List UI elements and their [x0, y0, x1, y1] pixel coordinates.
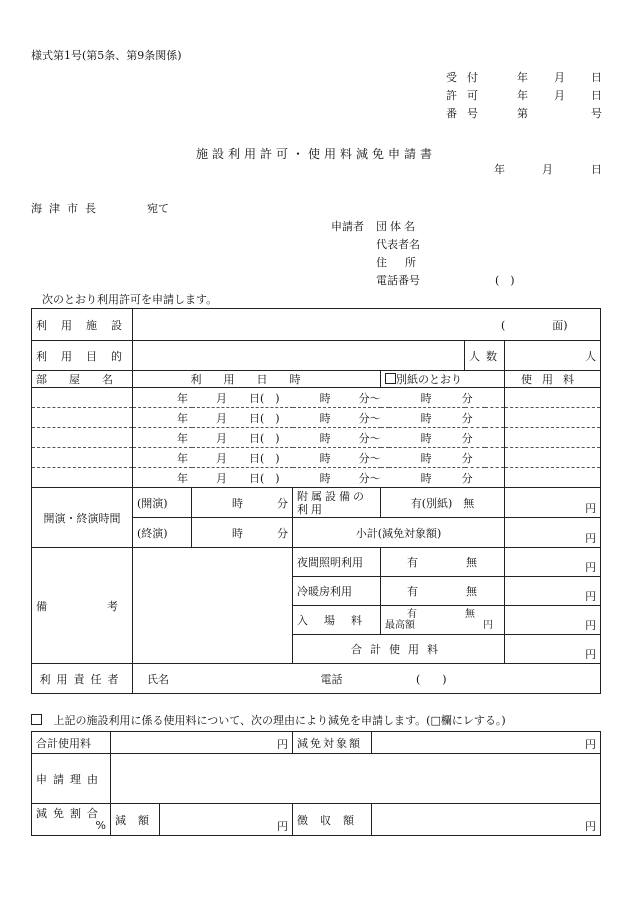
night-no: 無 — [466, 556, 477, 569]
time-m: 月 — [216, 391, 227, 405]
open-label: (開演) — [133, 488, 192, 518]
time-h2: 時 — [420, 451, 432, 465]
manager-name-label: 氏名 — [147, 672, 169, 686]
number-go: 号 — [591, 107, 602, 120]
night-light-value — [381, 548, 505, 577]
close-minute-unit: 分 — [277, 526, 288, 540]
facility-row — [32, 309, 601, 341]
time-m: 月 — [216, 431, 227, 445]
equipment-value: 有(別紙) 無 — [381, 488, 505, 518]
time-y: 年 — [177, 391, 188, 405]
close-hour[interactable] — [192, 518, 293, 548]
rate-percent: % — [95, 818, 106, 832]
equipment-label: 附属設備の利用 — [293, 488, 381, 518]
reduction-note — [31, 712, 506, 728]
recipient-name: 海津市長 — [31, 202, 103, 215]
time-d: 日( ) — [249, 451, 280, 465]
reduced-field[interactable] — [160, 804, 293, 836]
admission-yen: 円 — [505, 606, 601, 635]
date-year: 年 — [494, 163, 505, 176]
reduction-total-yen: 円 — [277, 738, 288, 751]
time-d: 日( ) — [249, 391, 280, 405]
fee-field[interactable] — [505, 448, 601, 468]
applicant-group: 団体名 — [376, 220, 418, 233]
reduction-target-label: 減免対象額 — [293, 732, 372, 754]
open-minute-unit: 分 — [277, 496, 288, 510]
applicant-phone-paren: ( ) — [495, 274, 515, 287]
room-label: 部屋名 — [32, 371, 133, 388]
fee-label: 使用料 — [505, 371, 601, 388]
time-h2: 時 — [420, 471, 432, 485]
datetime-field[interactable] — [133, 468, 505, 488]
time-min2: 分 — [461, 451, 473, 465]
open-row — [32, 488, 601, 518]
time-min2: 分 — [461, 431, 473, 445]
aircon-no: 無 — [466, 585, 477, 598]
number-label: 番号 — [446, 107, 488, 120]
applicant-phone: 電話番号 — [376, 274, 420, 287]
reduction-checkbox[interactable] — [31, 714, 42, 725]
rate-row — [32, 804, 601, 836]
reason-label: 申請理由 — [32, 754, 111, 804]
date-day: 日 — [591, 163, 602, 176]
applicant-prefix: 申請者 — [331, 220, 364, 233]
time-m: 月 — [216, 411, 227, 425]
permit-year: 年 — [517, 89, 528, 102]
aircon-yen: 円 — [505, 577, 601, 606]
purpose-field[interactable] — [133, 341, 465, 371]
purpose-row — [32, 341, 601, 371]
applicant-representative: 代表者名 — [376, 238, 420, 251]
rate-label: 減免割合 — [36, 806, 104, 820]
datetime-field[interactable] — [133, 408, 505, 428]
total-fee-yen: 円 — [505, 635, 601, 664]
reason-row — [32, 754, 601, 804]
time-min: 分〜 — [358, 411, 381, 425]
time-y: 年 — [177, 471, 188, 485]
remarks-label: 備考 — [32, 548, 133, 664]
datetime-header-row — [32, 371, 601, 388]
time-row — [32, 388, 601, 408]
time-h2: 時 — [420, 431, 432, 445]
purpose-label: 利用目的 — [32, 341, 133, 371]
admission-value — [381, 606, 505, 635]
facility-paren: ( — [501, 318, 506, 332]
rate-cell — [32, 804, 111, 836]
people-unit: 人 — [585, 349, 597, 363]
reduction-target-yen: 円 — [585, 738, 596, 751]
night-light-row — [32, 548, 601, 577]
max-amount-label: 最高額 — [385, 620, 415, 631]
manager-label: 利用責任者 — [32, 664, 133, 694]
reduction-total-field[interactable] — [111, 732, 293, 754]
night-yes: 有 — [407, 556, 418, 569]
close-hour-unit: 時 — [232, 526, 243, 540]
receipt-day: 日 — [591, 71, 602, 84]
date-month: 月 — [542, 163, 553, 176]
room-field[interactable] — [32, 408, 133, 428]
time-m: 月 — [216, 471, 227, 485]
facility-field[interactable] — [133, 309, 601, 341]
open-hour[interactable] — [192, 488, 293, 518]
manager-field[interactable] — [133, 664, 601, 694]
people-label: 人数 — [465, 341, 505, 371]
time-min2: 分 — [461, 471, 473, 485]
fee-field[interactable] — [505, 468, 601, 488]
fee-field[interactable] — [505, 428, 601, 448]
time-h2: 時 — [420, 411, 432, 425]
room-field[interactable] — [32, 428, 133, 448]
collected-label: 徴収額 — [293, 804, 372, 836]
equipment-yen: 円 — [505, 488, 601, 518]
number-dai: 第 — [517, 107, 528, 120]
room-field[interactable] — [32, 468, 133, 488]
time-y: 年 — [177, 411, 188, 425]
time-min2: 分 — [461, 411, 473, 425]
aircon-label: 冷暖房利用 — [293, 577, 381, 606]
datetime-label: 利用日時 — [133, 371, 381, 388]
main-table — [31, 308, 601, 694]
time-y: 年 — [177, 451, 188, 465]
people-field[interactable] — [505, 341, 601, 371]
room-field[interactable] — [32, 448, 133, 468]
collected-field[interactable] — [372, 804, 601, 836]
close-label: (終演) — [133, 518, 192, 548]
applicant-address: 住所 — [376, 256, 434, 269]
time-h2: 時 — [420, 391, 432, 405]
reduced-label: 減額 — [111, 804, 160, 836]
max-amount-yen: 円 — [483, 620, 493, 631]
time-h: 時 — [319, 471, 331, 485]
time-h: 時 — [319, 451, 331, 465]
open-hour-unit: 時 — [232, 496, 243, 510]
time-h: 時 — [319, 411, 331, 425]
time-row — [32, 428, 601, 448]
reduction-total-label: 合計使用料 — [32, 732, 111, 754]
night-light-label: 夜間照明利用 — [293, 548, 381, 577]
page-title: 施設利用許可・使用料減免申請書 — [196, 147, 437, 161]
time-min: 分〜 — [358, 451, 381, 465]
time-min: 分〜 — [358, 471, 381, 485]
reduction-total-row — [32, 732, 601, 754]
time-row — [32, 468, 601, 488]
manager-phone-label: 電話 — [320, 672, 343, 686]
facility-unit: 面) — [552, 318, 568, 332]
checkbox-icon[interactable] — [385, 373, 396, 384]
time-m: 月 — [216, 451, 227, 465]
datetime-field[interactable] — [133, 388, 505, 408]
aircon-yes: 有 — [407, 585, 418, 598]
admission-yes: 有 — [407, 609, 417, 620]
show-time-label: 開演・終演時間 — [32, 488, 133, 548]
aircon-value — [381, 577, 505, 606]
admission-label: 入場料 — [293, 606, 381, 635]
receipt-month: 月 — [554, 71, 565, 84]
time-d: 日( ) — [249, 411, 280, 425]
room-field[interactable] — [32, 388, 133, 408]
separate-sheet[interactable] — [381, 371, 505, 388]
subtotal-label: 小計(減免対象額) — [293, 518, 505, 548]
admission-no: 無 — [465, 609, 475, 620]
reduced-yen: 円 — [277, 820, 288, 833]
time-min2: 分 — [461, 391, 473, 405]
time-d: 日( ) — [249, 431, 280, 445]
manager-row — [32, 664, 601, 694]
datetime-field[interactable] — [133, 448, 505, 468]
datetime-field[interactable] — [133, 428, 505, 448]
reduction-target-field[interactable] — [372, 732, 601, 754]
fee-field[interactable] — [505, 408, 601, 428]
facility-label: 利用施設 — [32, 309, 133, 341]
recipient-suffix: 宛て — [147, 202, 169, 215]
time-y: 年 — [177, 431, 188, 445]
permit-day: 日 — [591, 89, 602, 102]
reason-field[interactable] — [111, 754, 601, 804]
time-h: 時 — [319, 431, 331, 445]
time-min: 分〜 — [358, 391, 381, 405]
collected-yen: 円 — [585, 820, 596, 833]
form-id: 様式第1号(第5条、第9条関係) — [31, 49, 182, 62]
time-row — [32, 408, 601, 428]
time-d: 日( ) — [249, 471, 280, 485]
total-fee-label: 合計使用料 — [293, 635, 505, 664]
reduction-note-text: 上記の施設利用に係る使用料について、次の理由により減免を申請します。(□欄にレする。) — [53, 714, 506, 727]
night-yen: 円 — [505, 548, 601, 577]
receipt-label: 受付 — [446, 71, 488, 84]
intro-text: 次のとおり利用許可を申請します。 — [42, 293, 218, 306]
time-min: 分〜 — [358, 431, 381, 445]
time-h: 時 — [319, 391, 331, 405]
time-row — [32, 448, 601, 468]
fee-field[interactable] — [505, 388, 601, 408]
permit-month: 月 — [554, 89, 565, 102]
subtotal-yen: 円 — [505, 518, 601, 548]
reduction-table — [31, 731, 601, 836]
receipt-year: 年 — [517, 71, 528, 84]
manager-phone-paren: ( ) — [416, 672, 447, 686]
permit-label: 許可 — [446, 89, 488, 102]
separate-sheet-label: 別紙のとおり — [396, 373, 462, 386]
